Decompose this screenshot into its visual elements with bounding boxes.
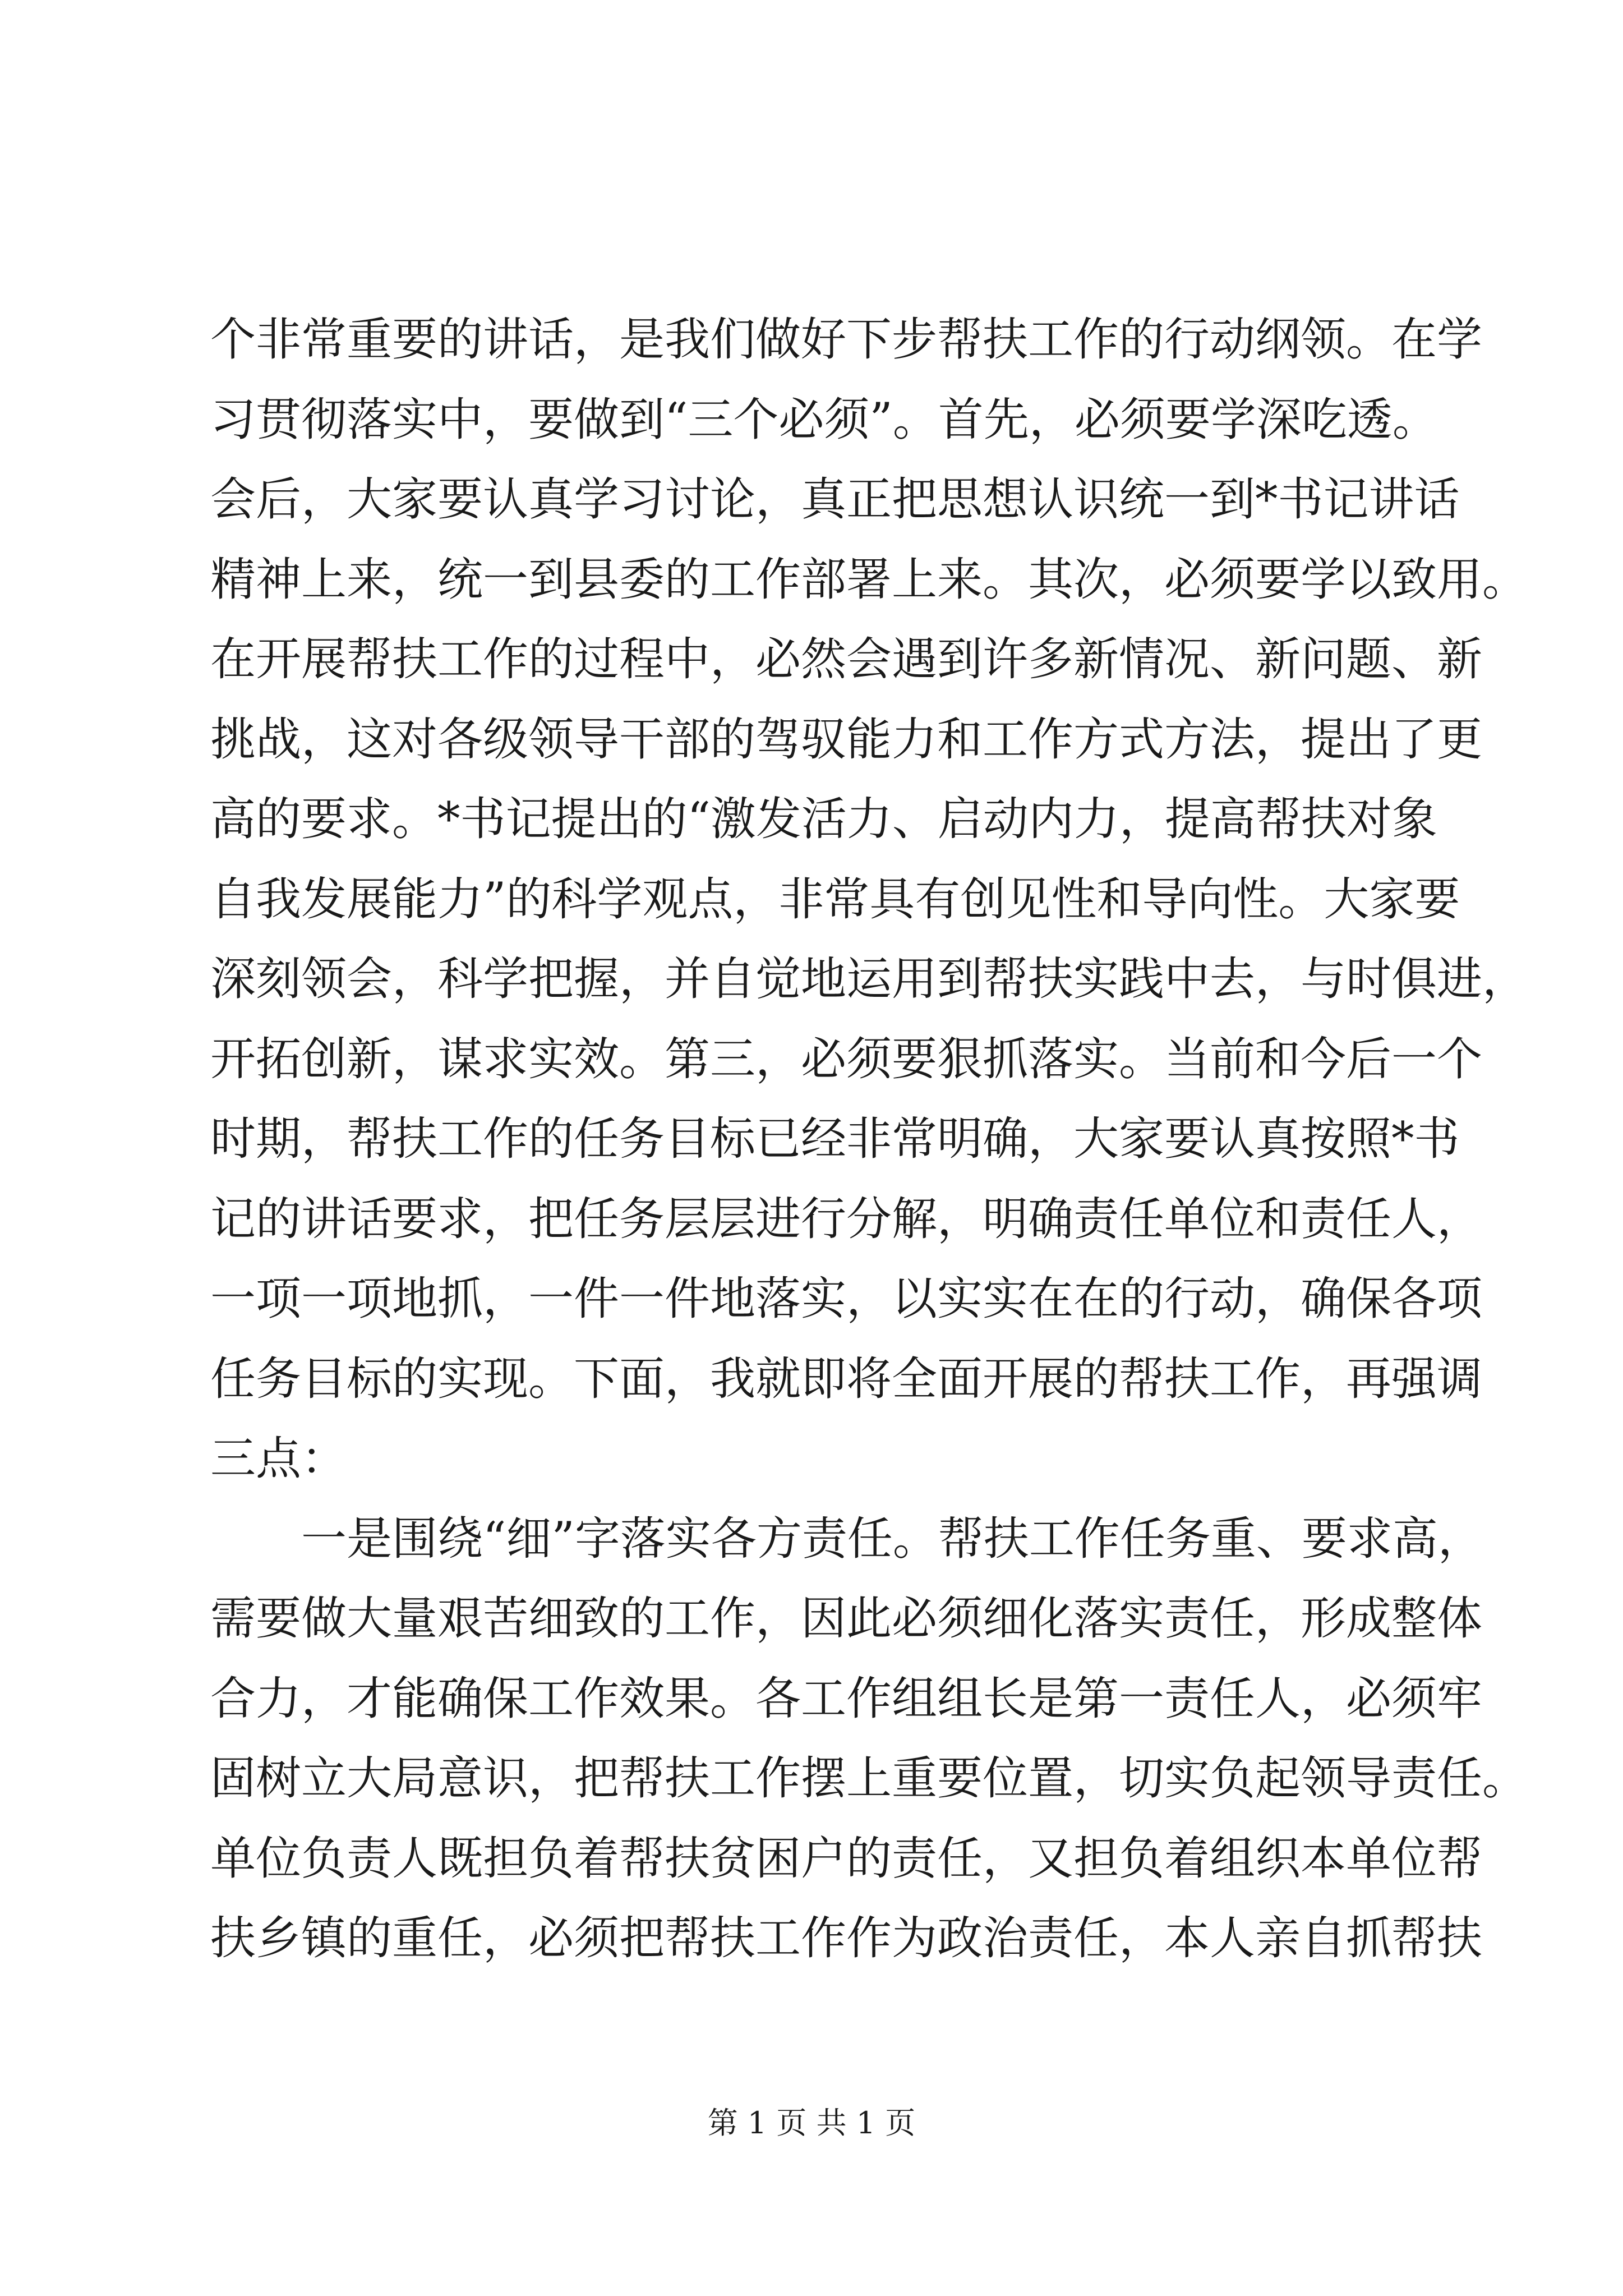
text-line: 在开展帮扶工作的过程中，必然会遇到许多新情况、新问题、新 (210, 633, 1483, 686)
text-line: 高的要求。*书记提出的“激发活力、启动内力，提高帮扶对象 (210, 793, 1437, 846)
text-line: 开拓创新，谋求实效。第三，必须要狠抓落实。当前和今后一个 (210, 1033, 1483, 1086)
page-footer (0, 2101, 1623, 2146)
text-line: 固树立大局意识，把帮扶工作摆上重要位置，切实负起领导责任。 (210, 1752, 1528, 1805)
text-line: 自我发展能力”的科学观点，非常具有创见性和导向性。大家要 (210, 873, 1460, 926)
text-line: 合力，才能确保工作效果。各工作组组长是第一责任人，必须牢 (210, 1672, 1483, 1726)
text-line: 习贯彻落实中，要做到“三个必须”。首先，必须要学深吃透。 (210, 393, 1438, 447)
text-line: 扶乡镇的重任，必须把帮扶工作作为政治责任，本人亲自抓帮扶 (210, 1912, 1483, 1965)
paragraph-first-line: 一是围绕“细”字落实各方责任。帮扶工作任务重、要求高， (301, 1512, 1483, 1566)
text-line: 时期，帮扶工作的任务目标已经非常明确，大家要认真按照*书 (210, 1113, 1460, 1166)
text-line: 深刻领会，科学把握，并自觉地运用到帮扶实践中去，与时俱进， (210, 953, 1528, 1006)
text-line: 个非常重要的讲话，是我们做好下步帮扶工作的行动纲领。在学 (210, 314, 1483, 366)
text-line: 精神上来，统一到县委的工作部署上来。其次，必须要学以致用。 (210, 553, 1528, 606)
text-line: 三点： (210, 1433, 347, 1485)
text-line: 记的讲话要求，把任务层层进行分解，明确责任单位和责任人， (210, 1193, 1483, 1246)
page-number: 第 1 页 共 1 页 (707, 2105, 916, 2141)
text-line: 任务目标的实现。下面，我就即将全面开展的帮扶工作，再强调 (210, 1352, 1483, 1406)
text-line: 单位负责人既担负着帮扶贫困户的责任，又担负着组织本单位帮 (210, 1832, 1483, 1885)
text-line: 一项一项地抓，一件一件地落实，以实实在在的行动，确保各项 (210, 1273, 1483, 1326)
text-line: 挑战，这对各级领导干部的驾驭能力和工作方式方法，提出了更 (210, 713, 1483, 766)
text-line: 会后，大家要认真学习讨论，真正把思想认识统一到*书记讲话 (210, 473, 1460, 526)
text-line: 需要做大量艰苦细致的工作，因此必须细化落实责任，形成整体 (210, 1593, 1483, 1645)
document-body (210, 300, 1528, 1979)
